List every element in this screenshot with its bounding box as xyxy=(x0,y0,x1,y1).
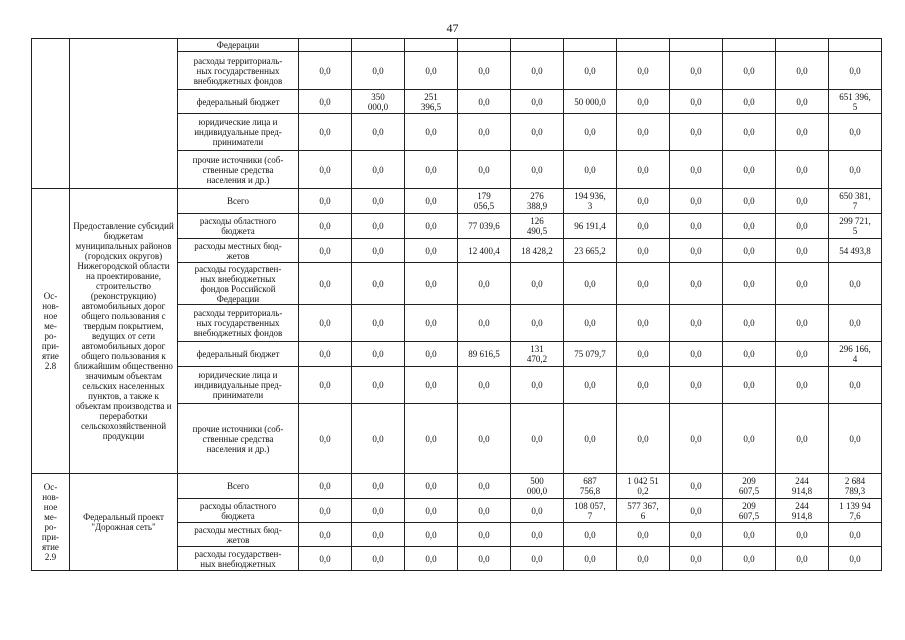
value-cell: 0,0 xyxy=(829,367,882,404)
funding-source: расходы территориаль- ных государственных внебюджетных фондов xyxy=(178,52,299,90)
value-cell: 244 914,8 xyxy=(776,499,829,523)
value-cell: 0,0 xyxy=(405,404,458,474)
value-cell: 0,0 xyxy=(670,239,723,263)
value-cell: 251 396,5 xyxy=(405,90,458,114)
value-cell xyxy=(670,39,723,52)
measure-code: Ос- нов- ное ме- ро- при- ятие 2.9 xyxy=(32,474,70,571)
value-cell: 0,0 xyxy=(405,151,458,189)
value-cell: 0,0 xyxy=(511,499,564,523)
value-cell: 0,0 xyxy=(829,523,882,547)
value-cell: 0,0 xyxy=(352,499,405,523)
value-cell: 0,0 xyxy=(829,404,882,474)
table-row xyxy=(32,474,882,499)
value-cell: 0,0 xyxy=(299,499,352,523)
value-cell: 0,0 xyxy=(352,547,405,571)
value-cell: 0,0 xyxy=(511,404,564,474)
value-cell: 0,0 xyxy=(458,114,511,151)
value-cell: 0,0 xyxy=(617,342,670,367)
value-cell: 0,0 xyxy=(299,263,352,305)
value-cell: 0,0 xyxy=(670,189,723,214)
value-cell: 0,0 xyxy=(458,367,511,404)
value-cell: 209 607,5 xyxy=(723,499,776,523)
measure-description xyxy=(70,39,178,189)
value-cell: 0,0 xyxy=(670,404,723,474)
value-cell xyxy=(564,39,617,52)
value-cell: 0,0 xyxy=(723,547,776,571)
funding-source: расходы государствен- ных внебюджетных фондов Российской Федерации xyxy=(178,263,299,305)
value-cell: 0,0 xyxy=(829,52,882,90)
measure-code xyxy=(32,39,70,189)
value-cell: 0,0 xyxy=(299,474,352,499)
value-cell: 2 684 789,3 xyxy=(829,474,882,499)
funding-source: расходы государствен- ных внебюджетных xyxy=(178,547,299,571)
value-cell: 0,0 xyxy=(776,114,829,151)
value-cell: 687 756,8 xyxy=(564,474,617,499)
value-cell: 0,0 xyxy=(617,305,670,342)
budget-table xyxy=(31,38,882,571)
value-cell: 0,0 xyxy=(829,114,882,151)
value-cell: 0,0 xyxy=(405,342,458,367)
value-cell: 0,0 xyxy=(405,367,458,404)
value-cell xyxy=(458,39,511,52)
value-cell xyxy=(299,39,352,52)
value-cell: 0,0 xyxy=(405,189,458,214)
value-cell: 1 139 94 7,6 xyxy=(829,499,882,523)
value-cell: 0,0 xyxy=(617,263,670,305)
value-cell: 0,0 xyxy=(617,114,670,151)
value-cell: 0,0 xyxy=(617,151,670,189)
value-cell: 0,0 xyxy=(670,90,723,114)
value-cell: 0,0 xyxy=(299,523,352,547)
value-cell xyxy=(829,39,882,52)
value-cell: 54 493,8 xyxy=(829,239,882,263)
value-cell: 179 056,5 xyxy=(458,189,511,214)
value-cell: 0,0 xyxy=(511,114,564,151)
value-cell: 0,0 xyxy=(352,263,405,305)
value-cell: 0,0 xyxy=(299,114,352,151)
value-cell: 0,0 xyxy=(617,523,670,547)
value-cell: 0,0 xyxy=(670,367,723,404)
funding-source: прочие источники (соб- ственные средства населения и др.) xyxy=(178,404,299,474)
value-cell: 0,0 xyxy=(564,547,617,571)
value-cell: 0,0 xyxy=(776,404,829,474)
value-cell: 131 470,2 xyxy=(511,342,564,367)
value-cell: 0,0 xyxy=(299,90,352,114)
value-cell: 500 000,0 xyxy=(511,474,564,499)
value-cell: 0,0 xyxy=(670,547,723,571)
value-cell: 0,0 xyxy=(670,263,723,305)
value-cell: 0,0 xyxy=(299,367,352,404)
value-cell: 0,0 xyxy=(617,404,670,474)
value-cell: 0,0 xyxy=(352,342,405,367)
funding-source: расходы местных бюд- жетов xyxy=(178,239,299,263)
value-cell: 0,0 xyxy=(299,547,352,571)
value-cell: 0,0 xyxy=(405,499,458,523)
value-cell: 0,0 xyxy=(405,474,458,499)
funding-source: Всего xyxy=(178,189,299,214)
value-cell: 0,0 xyxy=(723,342,776,367)
value-cell: 0,0 xyxy=(617,547,670,571)
value-cell: 18 428,2 xyxy=(511,239,564,263)
value-cell: 0,0 xyxy=(670,474,723,499)
value-cell: 50 000,0 xyxy=(564,90,617,114)
value-cell: 0,0 xyxy=(405,305,458,342)
value-cell: 0,0 xyxy=(511,90,564,114)
value-cell: 0,0 xyxy=(458,499,511,523)
value-cell: 1 042 51 0,2 xyxy=(617,474,670,499)
value-cell: 0,0 xyxy=(352,474,405,499)
value-cell: 296 166, 4 xyxy=(829,342,882,367)
value-cell: 0,0 xyxy=(617,214,670,239)
value-cell xyxy=(617,39,670,52)
funding-source: расходы территориаль- ных государственных внебюджетных фондов xyxy=(178,305,299,342)
value-cell: 209 607,5 xyxy=(723,474,776,499)
value-cell: 0,0 xyxy=(723,404,776,474)
funding-source: федеральный бюджет xyxy=(178,342,299,367)
value-cell: 0,0 xyxy=(776,90,829,114)
value-cell: 0,0 xyxy=(670,214,723,239)
value-cell xyxy=(511,39,564,52)
value-cell: 0,0 xyxy=(723,523,776,547)
value-cell: 0,0 xyxy=(776,239,829,263)
value-cell: 0,0 xyxy=(405,52,458,90)
value-cell: 0,0 xyxy=(776,52,829,90)
value-cell: 276 388,9 xyxy=(511,189,564,214)
value-cell: 577 367, 6 xyxy=(617,499,670,523)
measure-code: Ос- нов- ное ме- ро- при- ятие 2.8 xyxy=(32,189,70,474)
value-cell: 0,0 xyxy=(352,189,405,214)
page-number: 47 xyxy=(446,21,459,35)
value-cell: 0,0 xyxy=(776,523,829,547)
value-cell: 0,0 xyxy=(352,114,405,151)
value-cell: 0,0 xyxy=(723,90,776,114)
value-cell: 0,0 xyxy=(776,189,829,214)
value-cell: 12 400,4 xyxy=(458,239,511,263)
value-cell: 0,0 xyxy=(670,305,723,342)
value-cell: 651 396, 5 xyxy=(829,90,882,114)
value-cell: 0,0 xyxy=(405,263,458,305)
value-cell: 0,0 xyxy=(617,189,670,214)
value-cell: 0,0 xyxy=(405,214,458,239)
value-cell: 0,0 xyxy=(670,114,723,151)
value-cell: 0,0 xyxy=(829,547,882,571)
value-cell: 0,0 xyxy=(405,239,458,263)
value-cell: 0,0 xyxy=(776,547,829,571)
value-cell: 0,0 xyxy=(723,214,776,239)
value-cell: 0,0 xyxy=(299,214,352,239)
value-cell: 0,0 xyxy=(352,214,405,239)
value-cell: 0,0 xyxy=(723,305,776,342)
value-cell: 0,0 xyxy=(617,90,670,114)
value-cell xyxy=(776,39,829,52)
value-cell: 0,0 xyxy=(723,263,776,305)
value-cell xyxy=(352,39,405,52)
value-cell: 0,0 xyxy=(776,342,829,367)
value-cell: 0,0 xyxy=(564,263,617,305)
value-cell: 0,0 xyxy=(299,305,352,342)
value-cell: 0,0 xyxy=(829,263,882,305)
table-row xyxy=(32,189,882,214)
funding-source: юридические лица и индивидуальные пред- приниматели xyxy=(178,114,299,151)
value-cell: 0,0 xyxy=(352,52,405,90)
value-cell: 77 039,6 xyxy=(458,214,511,239)
funding-source: федеральный бюджет xyxy=(178,90,299,114)
value-cell: 0,0 xyxy=(564,305,617,342)
value-cell: 0,0 xyxy=(723,189,776,214)
value-cell: 0,0 xyxy=(776,367,829,404)
value-cell: 0,0 xyxy=(564,151,617,189)
value-cell: 96 191,4 xyxy=(564,214,617,239)
value-cell: 0,0 xyxy=(776,214,829,239)
funding-source: расходы областного бюджета xyxy=(178,499,299,523)
value-cell: 0,0 xyxy=(723,52,776,90)
value-cell: 89 616,5 xyxy=(458,342,511,367)
value-cell: 0,0 xyxy=(352,404,405,474)
value-cell: 0,0 xyxy=(670,523,723,547)
funding-source: юридические лица и индивидуальные пред- приниматели xyxy=(178,367,299,404)
value-cell: 0,0 xyxy=(511,151,564,189)
value-cell: 0,0 xyxy=(829,151,882,189)
value-cell: 0,0 xyxy=(458,52,511,90)
value-cell: 75 079,7 xyxy=(564,342,617,367)
value-cell: 0,0 xyxy=(564,404,617,474)
value-cell: 0,0 xyxy=(458,404,511,474)
value-cell: 0,0 xyxy=(617,52,670,90)
value-cell: 0,0 xyxy=(617,367,670,404)
value-cell: 0,0 xyxy=(564,367,617,404)
value-cell: 0,0 xyxy=(776,263,829,305)
value-cell: 244 914,8 xyxy=(776,474,829,499)
value-cell xyxy=(723,39,776,52)
value-cell: 0,0 xyxy=(670,499,723,523)
value-cell: 0,0 xyxy=(511,263,564,305)
value-cell: 0,0 xyxy=(299,189,352,214)
value-cell: 0,0 xyxy=(405,547,458,571)
value-cell: 0,0 xyxy=(670,52,723,90)
value-cell: 0,0 xyxy=(352,523,405,547)
value-cell: 0,0 xyxy=(776,305,829,342)
value-cell: 0,0 xyxy=(299,342,352,367)
value-cell: 0,0 xyxy=(564,523,617,547)
value-cell: 0,0 xyxy=(299,404,352,474)
value-cell: 0,0 xyxy=(352,239,405,263)
measure-description: Предоставление субсидий бюджетам муниципальных районов (городских округов) Нижегородской области на проектирование, строительство (реконструкцию) автомобильных дорог общего пользования с твердым покрытием, ведущих от сети автомобильных дорог общего пользования к ближайшим общественно значимым объектам сельских населенных пунктов, а также к объектам производства и переработки сельскохозяйственной продукции xyxy=(70,189,178,474)
value-cell: 0,0 xyxy=(723,367,776,404)
value-cell: 0,0 xyxy=(299,239,352,263)
value-cell: 0,0 xyxy=(458,523,511,547)
value-cell: 0,0 xyxy=(670,342,723,367)
value-cell: 0,0 xyxy=(299,52,352,90)
value-cell: 0,0 xyxy=(511,523,564,547)
funding-source: расходы областного бюджета xyxy=(178,214,299,239)
value-cell: 0,0 xyxy=(564,114,617,151)
value-cell: 0,0 xyxy=(458,305,511,342)
value-cell: 0,0 xyxy=(511,367,564,404)
funding-source: прочие источники (соб- ственные средства населения и др.) xyxy=(178,151,299,189)
value-cell: 0,0 xyxy=(352,151,405,189)
value-cell: 0,0 xyxy=(458,474,511,499)
funding-source: расходы местных бюд- жетов xyxy=(178,523,299,547)
value-cell: 0,0 xyxy=(511,547,564,571)
value-cell: 0,0 xyxy=(352,305,405,342)
value-cell: 126 490,5 xyxy=(511,214,564,239)
value-cell: 0,0 xyxy=(405,114,458,151)
value-cell: 0,0 xyxy=(776,151,829,189)
value-cell: 0,0 xyxy=(458,263,511,305)
value-cell: 0,0 xyxy=(564,52,617,90)
value-cell: 0,0 xyxy=(723,151,776,189)
value-cell: 0,0 xyxy=(723,114,776,151)
value-cell: 299 721, 5 xyxy=(829,214,882,239)
value-cell: 0,0 xyxy=(405,523,458,547)
value-cell: 23 665,2 xyxy=(564,239,617,263)
value-cell: 194 936, 3 xyxy=(564,189,617,214)
value-cell: 0,0 xyxy=(617,239,670,263)
value-cell: 0,0 xyxy=(299,151,352,189)
value-cell: 650 381, 7 xyxy=(829,189,882,214)
value-cell: 0,0 xyxy=(352,367,405,404)
funding-source: Федерации xyxy=(178,39,299,52)
value-cell: 0,0 xyxy=(670,151,723,189)
value-cell xyxy=(405,39,458,52)
value-cell: 0,0 xyxy=(723,239,776,263)
value-cell: 0,0 xyxy=(511,305,564,342)
value-cell: 350 000,0 xyxy=(352,90,405,114)
value-cell: 0,0 xyxy=(829,305,882,342)
table-row xyxy=(32,39,882,52)
measure-description: Федеральный проект "Дорожная сеть" xyxy=(70,474,178,571)
value-cell: 0,0 xyxy=(458,547,511,571)
value-cell: 0,0 xyxy=(458,90,511,114)
value-cell: 108 057, 7 xyxy=(564,499,617,523)
value-cell: 0,0 xyxy=(511,52,564,90)
funding-source: Всего xyxy=(178,474,299,499)
value-cell: 0,0 xyxy=(458,151,511,189)
